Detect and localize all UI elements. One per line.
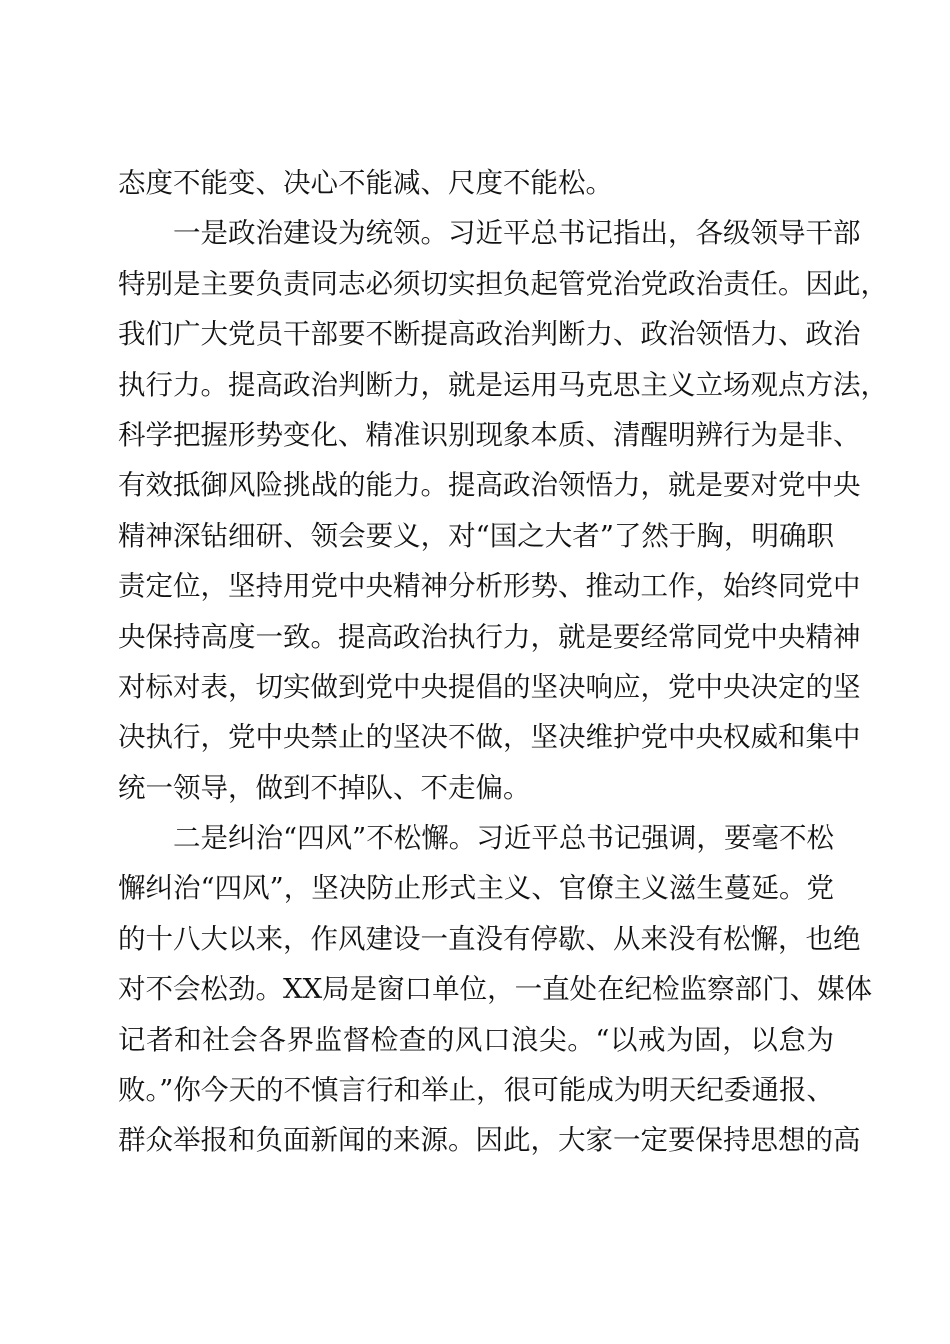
paragraph-four-winds (118, 813, 873, 1166)
paragraph-political-building (118, 208, 888, 813)
text-line: 一是政治建设为统领。习近平总书记指出，各级领导干部 (173, 217, 861, 250)
text-line: 精神深钻细研、领会要义，对“国之大者”了然于胸，明确职 (118, 519, 834, 552)
text-line: 记者和社会各界监督检查的风口浪尖。“以戒为固，以怠为 (118, 1023, 834, 1056)
text-line: 二是纠治“四风”不松懈。习近平总书记强调，要毫不松 (173, 822, 834, 855)
paragraph-continuation (118, 158, 834, 208)
text-line: 责定位，坚持用党中央精神分析形势、推动工作，始终同党中 (118, 570, 861, 603)
text-line: 决执行，党中央禁止的坚决不做，坚决维护党中央权威和集中 (118, 721, 861, 754)
text-line: 我们广大党员干部要不断提高政治判断力、政治领悟力、政治 (118, 318, 861, 351)
text-line: 特别是主要负责同志必须切实担负起管党治党政治责任。因此， (118, 267, 888, 300)
text-line: 统一领导，做到不掉队、不走偏。 (118, 771, 531, 804)
text-line: 的十八大以来，作风建设一直没有停歇、从来没有松懈，也绝 (118, 922, 861, 955)
text-line: 败。”你今天的不慎言行和举止，很可能成为明天纪委通报、 (118, 1074, 834, 1107)
text-line: 对标对表，切实做到党中央提倡的坚决响应，党中央决定的坚 (118, 670, 861, 703)
text-line: 有效抵御风险挑战的能力。提高政治领悟力，就是要对党中央 (118, 469, 861, 502)
text-line: 群众举报和负面新闻的来源。因此，大家一定要保持思想的高 (118, 1124, 861, 1157)
text-line: 央保持高度一致。提高政治执行力，就是要经常同党中央精神 (118, 620, 861, 653)
text-line: 对不会松劲。XX局是窗口单位，一直处在纪检监察部门、媒体 (118, 973, 873, 1006)
text-line: 执行力。提高政治判断力，就是运用马克思主义立场观点方法， (118, 368, 888, 401)
text-line: 科学把握形势变化、精准识别现象本质、清醒明辨行为是非、 (118, 418, 861, 451)
body-text (118, 158, 888, 1166)
text-line: 懈纠治“四风”，坚决防止形式主义、官僚主义滋生蔓延。党 (118, 872, 834, 905)
text-line: 态度不能变、决心不能减、尺度不能松。 (118, 167, 613, 199)
